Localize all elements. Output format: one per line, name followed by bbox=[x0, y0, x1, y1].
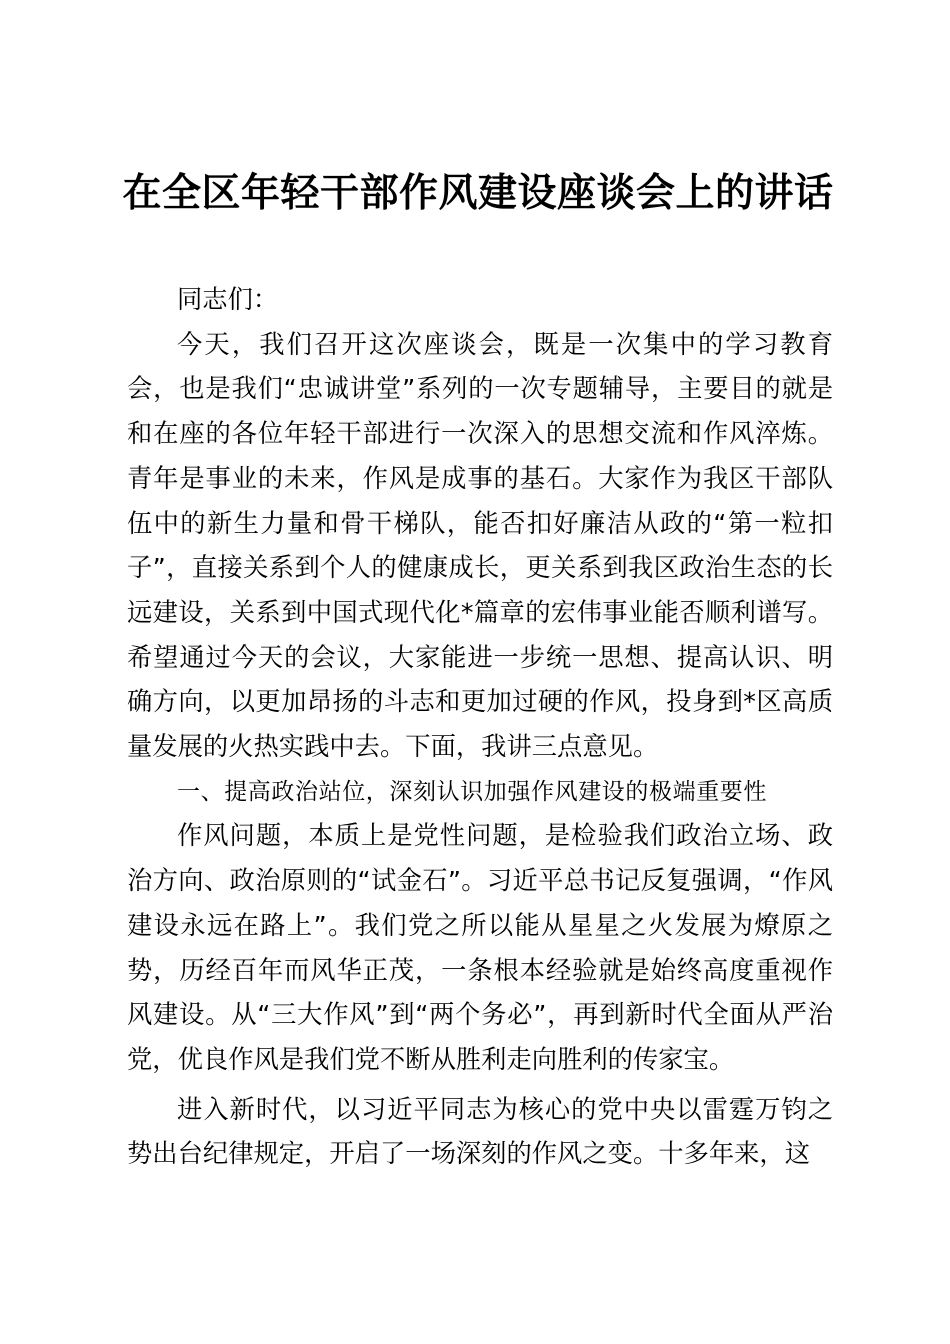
document-title: 在全区年轻干部作风建设座谈会上的讲话 bbox=[122, 171, 834, 216]
paragraph-section-1: 作风问题，本质上是党性问题，是检验我们政治立场、政治方向、政治原则的“试金石”。习近平总书记反复强调，“作风建设永远在路上”。我们党之所以能从星星之火发展为燎原之势，历经百年而风华正茂，一条根本经验就是始终高度重视作风建设。从“三大作风”到“两个务必”，再到新时代全面从严治党，优良作风是我们党不断从胜利走向胜利的传家宝。 bbox=[127, 821, 833, 1074]
section-heading-1: 一、提高政治站位，深刻认识加强作风建设的极端重要性 bbox=[177, 778, 767, 805]
salutation: 同志们： bbox=[177, 285, 279, 314]
paragraph-new-era: 进入新时代，以习近平同志为核心的党中央以雷霆万钧之势出台纪律规定，开启了一场深刻的作风之变。十多年来，这 bbox=[127, 1094, 833, 1169]
paragraph-intro: 今天，我们召开这次座谈会，既是一次集中的学习教育会，也是我们“忠诚讲堂”系列的一次专题辅导，主要目的就是和在座的各位年轻干部进行一次深入的思想交流和作风淬炼。青年是事业的未来，作风是成事的基石。大家作为我区干部队伍中的新生力量和骨干梯队，能否扣好廉洁从政的“第一粒扣子”，直接关系到个人的健康成长，更关系到我区政治生态的长远建设，关系到中国式现代化*篇章的宏伟事业能否顺利谱写。希望通过今天的会议，大家能进一步统一思想、提高认识、明确方向，以更加昂扬的斗志和更加过硬的作风，投身到*区高质量发展的火热实践中去。下面，我讲三点意见。 bbox=[127, 329, 833, 762]
document-body bbox=[127, 278, 833, 1177]
